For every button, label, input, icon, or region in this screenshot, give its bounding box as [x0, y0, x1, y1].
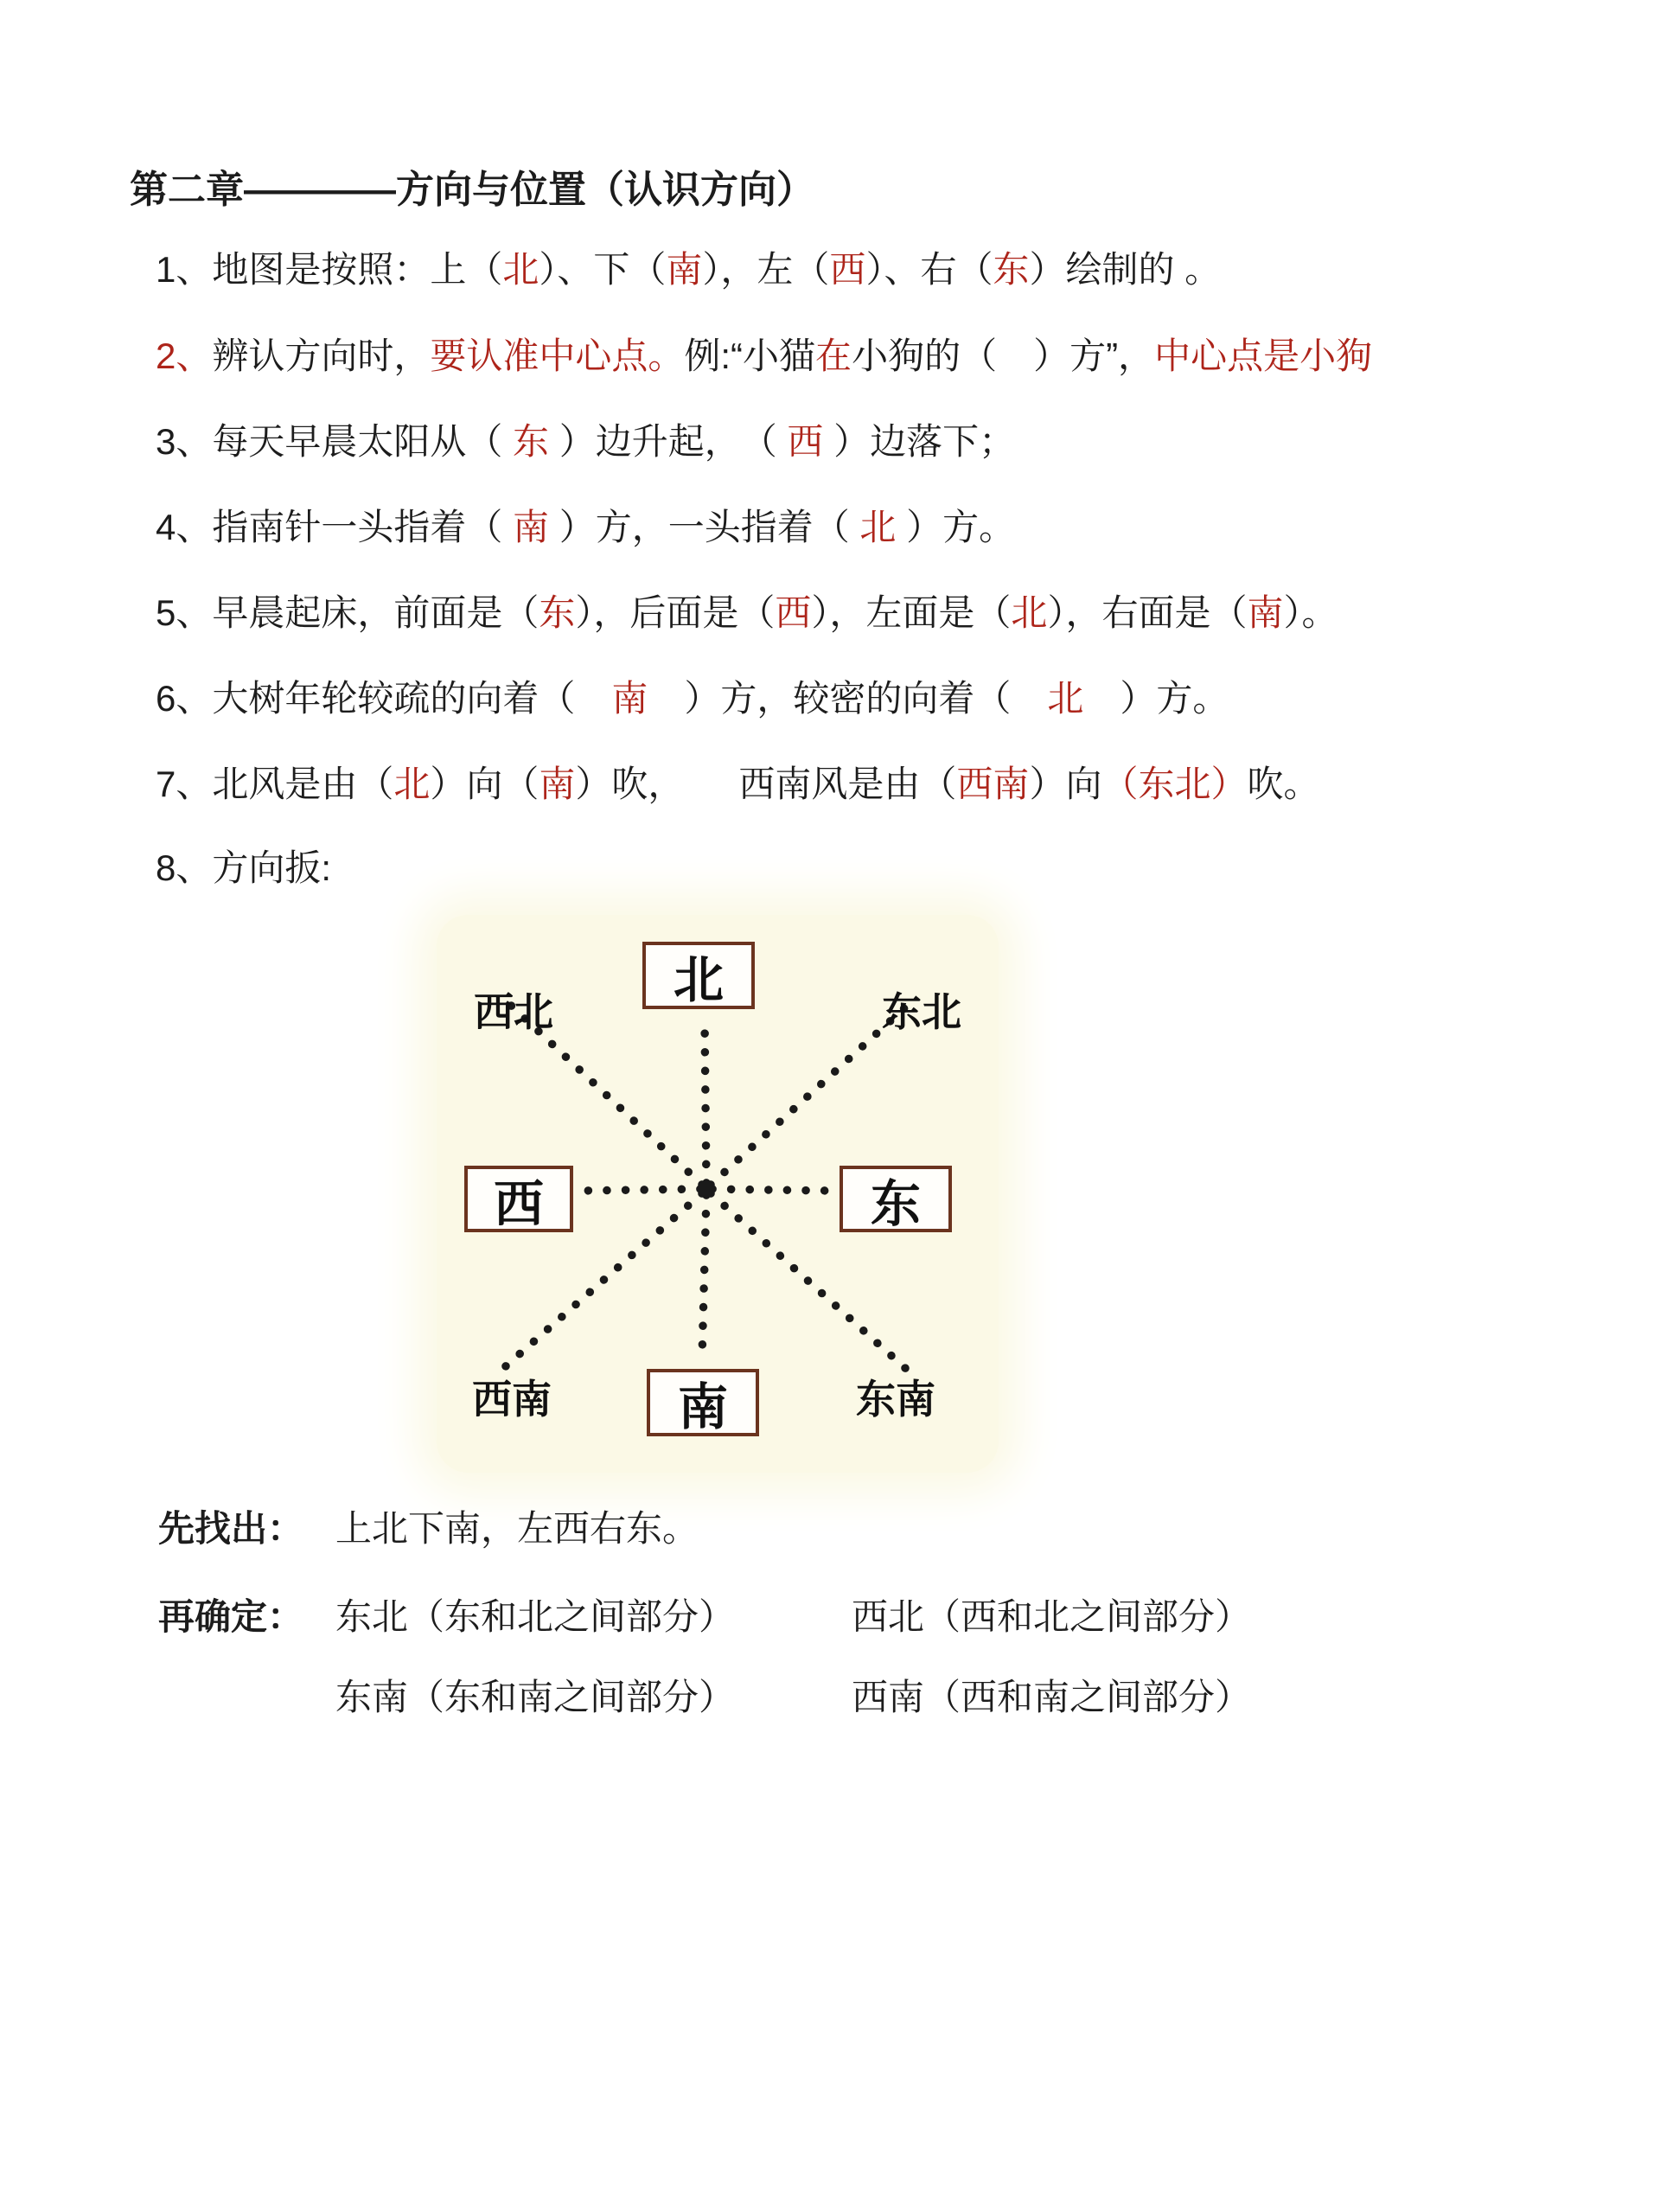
confirm-northwest-text: 西北（西和北之间部分）: [852, 1596, 1252, 1637]
answer-text: 中心点是小狗: [1154, 336, 1373, 376]
southwest-label: 西南: [472, 1378, 552, 1422]
north-label: 北: [673, 952, 724, 1008]
question-text: 4、指南针一头指着（: [156, 507, 514, 547]
west-label: 西: [493, 1175, 544, 1232]
question-text: 7、北风是由（: [156, 764, 394, 804]
question-text: ）方。: [896, 507, 1016, 547]
list-item-3: [156, 421, 1015, 463]
answer-text: 西: [829, 249, 866, 290]
answer-text: 北: [393, 764, 431, 804]
question-text: ），左（: [702, 249, 830, 290]
question-text: 辨认方向时，: [212, 336, 431, 376]
answer-text: 北: [1047, 678, 1084, 719]
answer-text: （东北）: [1101, 764, 1248, 804]
question-text: 小狗的（ ）方”，: [852, 336, 1155, 376]
list-item-5: [156, 592, 1338, 634]
find-first-text: 上北下南，左西右东。: [335, 1508, 699, 1549]
answer-text: 2、: [156, 336, 213, 376]
question-text: ）绘制的 。: [1029, 249, 1222, 290]
answer-text: 西南: [956, 764, 1030, 804]
confirm-southeast-text: 东南（东和南之间部分）: [335, 1677, 736, 1717]
confirm-northeast-text: 东北（东和北之间部分）: [335, 1596, 736, 1637]
answer-text: 东: [993, 249, 1030, 290]
question-text: ）、下（: [539, 249, 667, 290]
then-confirm-label: 再确定：: [158, 1596, 304, 1637]
question-text: 吹。: [1247, 764, 1320, 804]
question-text: ），后面是（: [575, 592, 776, 633]
answer-text: 东: [513, 421, 550, 462]
list-item-2: [156, 336, 1372, 377]
south-label: 南: [677, 1379, 728, 1435]
question-text: ）方，一头指着（: [549, 507, 860, 547]
answer-text: 东: [539, 592, 576, 633]
question-text: 例:“小猫: [684, 336, 816, 376]
ray-west: [578, 1189, 700, 1191]
list-item-1: [156, 249, 1221, 291]
question-text: ），左面是（: [811, 592, 1012, 633]
question-text: 5、早晨起床，前面是（: [156, 592, 540, 633]
east-label: 东: [870, 1175, 921, 1232]
question-text: ）向（: [430, 764, 540, 804]
question-text: ）吹， 西南风是由（: [575, 764, 957, 804]
question-text: ），右面是（: [1047, 592, 1248, 633]
list-item-7: [156, 764, 1319, 805]
confirm-southwest-text: 西南（西和南之间部分）: [852, 1677, 1252, 1717]
question-text: 8、方向扳:: [156, 847, 332, 888]
answer-text: 南: [666, 249, 703, 290]
chapter-title: 第二章————方向与位置（认识方向）: [130, 169, 814, 211]
list-item-6: [156, 678, 1229, 719]
north-box: [642, 942, 755, 1009]
question-text: 6、大树年轮较疏的向着（: [156, 678, 612, 719]
answer-text: 北: [1011, 592, 1048, 633]
ray-north: [705, 1020, 706, 1183]
question-text: 3、每天早晨太阳从（: [156, 421, 514, 462]
east-box: [840, 1166, 952, 1232]
answer-text: 南: [513, 507, 550, 547]
question-text: ）边落下；: [823, 421, 1016, 462]
compass-center-dot: [699, 1181, 714, 1197]
ray-south: [702, 1195, 706, 1358]
northwest-label: 西北: [474, 990, 553, 1034]
question-text: ）边升起， （: [549, 421, 788, 462]
answer-text: 西: [775, 592, 812, 633]
answer-text: 北: [502, 249, 540, 290]
answer-text: 西: [787, 421, 824, 462]
northeast-label: 东北: [882, 990, 961, 1034]
list-item-4: [156, 507, 1015, 548]
answer-text: 北: [859, 507, 897, 547]
find-first-label: 先找出：: [158, 1508, 304, 1549]
question-text: ）、右（: [865, 249, 993, 290]
question-text: ）向: [1029, 764, 1102, 804]
answer-text: 南: [611, 678, 648, 719]
question-text: ）。: [1283, 592, 1338, 633]
answer-text: 南: [1247, 592, 1284, 633]
southeast-label: 东南: [856, 1378, 935, 1422]
question-text: ）方。: [1083, 678, 1229, 719]
ray-east: [712, 1189, 832, 1191]
south-box: [647, 1369, 759, 1436]
west-box: [464, 1166, 573, 1232]
answer-text: 要认准中心点。: [430, 336, 685, 376]
list-item-8: [156, 847, 331, 889]
answer-text: 南: [539, 764, 576, 804]
question-text: ）方，较密的向着（: [648, 678, 1048, 719]
answer-text: 在: [815, 336, 852, 376]
question-text: 1、地图是按照：上（: [156, 249, 503, 290]
